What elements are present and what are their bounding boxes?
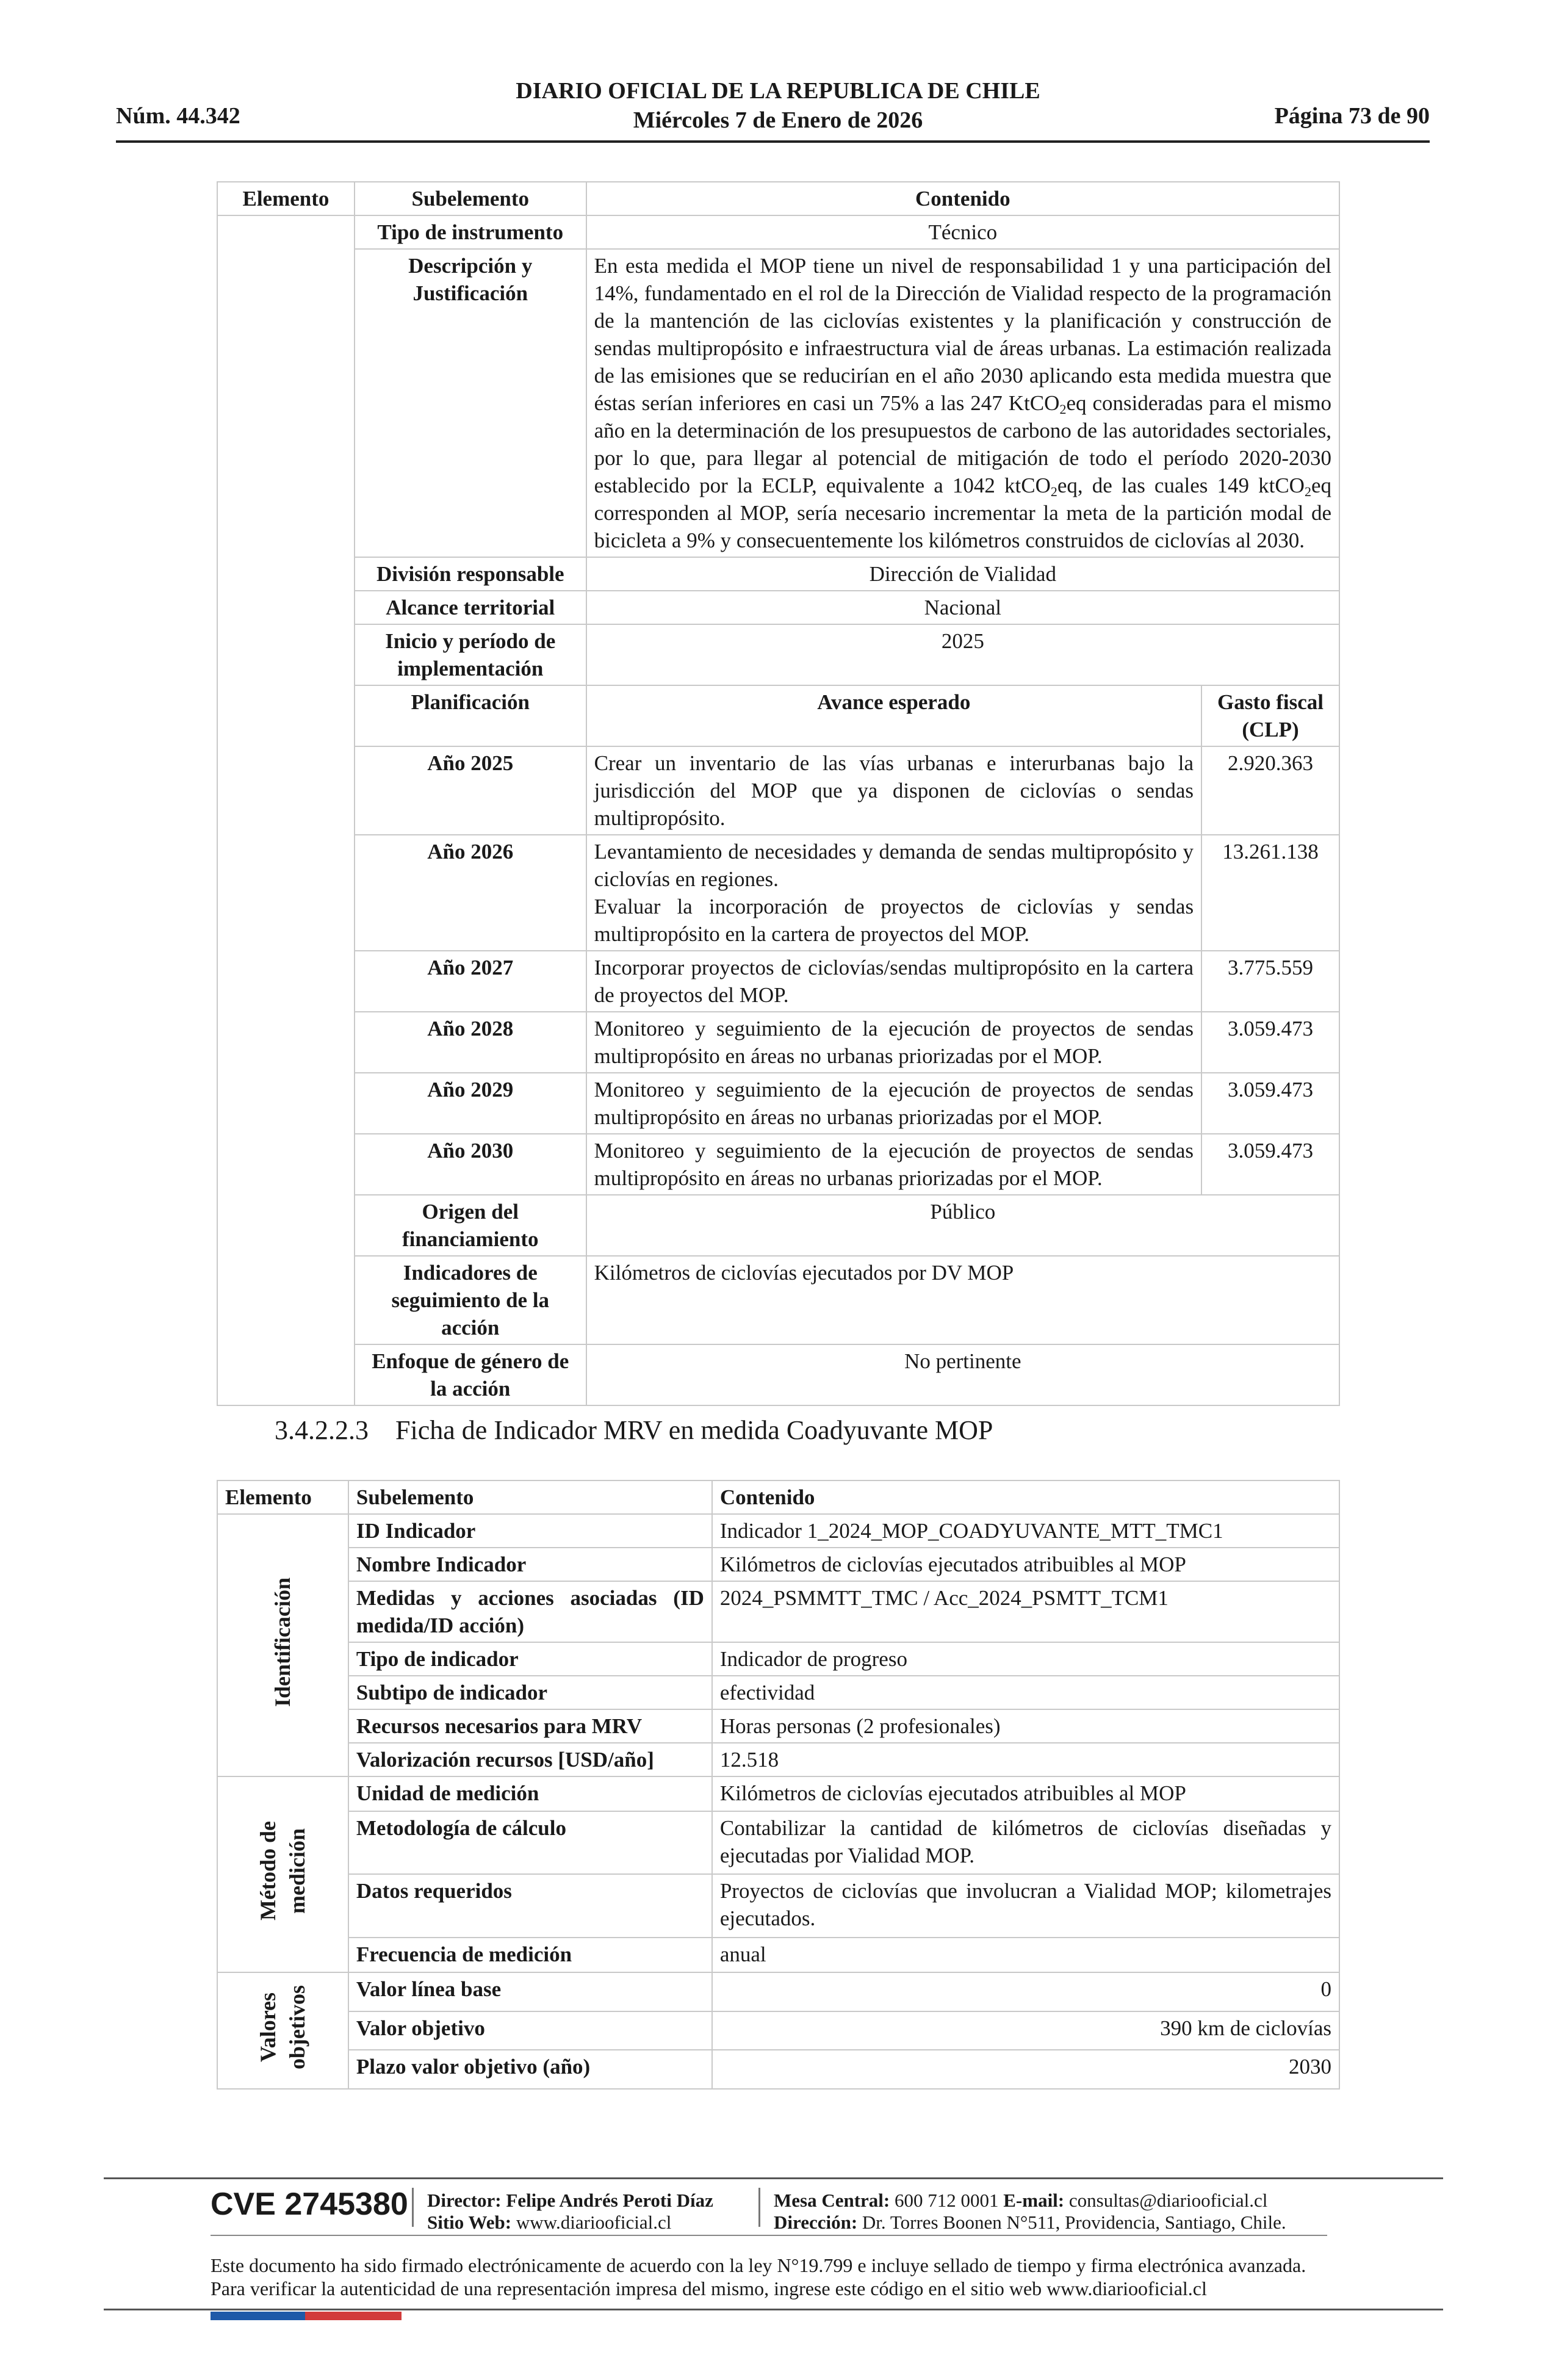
row-value: Indicador 1_2024_MOP_COADYUVANTE_MTT_TMC1 (712, 1514, 1339, 1548)
email-link[interactable]: consultas@diariooficial.cl (1068, 2190, 1268, 2211)
fiscal-amount: 3.059.473 (1201, 1134, 1339, 1195)
row-label: Plazo valor objetivo (año) (348, 2050, 712, 2089)
row-label: ID Indicador (348, 1514, 712, 1548)
row-label: Subtipo de indicador (348, 1676, 712, 1709)
footer-director-block: Director: Felipe Andrés Peroti Díaz Sitio Web: www.diariooficial.cl (427, 2190, 713, 2233)
row-label: Valor línea base (348, 1972, 712, 2011)
row-label: Frecuencia de medición (348, 1938, 712, 1972)
year-label: Año 2029 (355, 1073, 586, 1134)
row-label: Datos requeridos (348, 1874, 712, 1938)
row-value: Proyectos de ciclovías que involucran a Vialidad MOP; kilometrajes ejecutados. (712, 1874, 1339, 1938)
issue-date: Miércoles 7 de Enero de 2026 (633, 107, 923, 133)
expected-progress: Crear un inventario de las vías urbanas e interurbanas bajo la jurisdicción del MOP que ya disponen de ciclovías o sendas multipropósito. (586, 746, 1201, 835)
row-label: Origen del financiamiento (355, 1195, 586, 1256)
table-row (217, 557, 1339, 591)
table-row (217, 1581, 1339, 1642)
row-label: Metodología de cálculo (348, 1811, 712, 1875)
column-header: Gasto fiscal (CLP) (1201, 685, 1339, 746)
table-row (217, 1514, 1339, 1548)
row-value: Kilómetros de ciclovías ejecutados atribuibles al MOP (712, 1548, 1339, 1581)
description-text: En esta medida el MOP tiene un nivel de responsabilidad 1 y una participación del 14%, fundamentado en el rol de la Dirección de Vialidad respecto de la programación de la mantención de las ciclovías existentes y la planificación y construcción de sendas multipropósito e infraestructura vial de áreas urbanas. La estimación realizada de las emisiones que se reducirían en el año 2030 aplicando esta medida muestra que éstas serían inferiores en casi un 75% a las 247 KtCO$_2$eq consideradas para el mismo año en la determinación de los presupuestos de carbono de las autoridades sectoriales, por lo que, para llegar al potencial de mitigación de todo el período 2020-2030 establecido por la ECLP, equivalente a 1042 ktCO$_2$eq, de las cuales 149 ktCO$_2$eq corresponden al MOP, sería necesario incrementar la meta de la partición modal de bicicleta a 9% y consecuentemente los kilómetros construidos de ciclovías al 2030. (586, 249, 1339, 557)
footer-divider (104, 2177, 1443, 2179)
row-label: Nombre Indicador (348, 1548, 712, 1581)
row-value: 12.518 (712, 1743, 1339, 1776)
header-divider (116, 140, 1430, 143)
row-label: Alcance territorial (355, 591, 586, 624)
planning-row (217, 835, 1339, 951)
year-label: Año 2030 (355, 1134, 586, 1195)
row-value: 390 km de ciclovías (712, 2011, 1339, 2050)
row-value: Nacional (586, 591, 1339, 624)
footer-divider (211, 2235, 1327, 2236)
row-value: Kilómetros de ciclovías ejecutados por DV MOP (586, 1256, 1339, 1344)
fiscal-amount: 3.059.473 (1201, 1012, 1339, 1073)
row-label: Descripción y Justificación (355, 249, 586, 557)
table-row (217, 1874, 1339, 1938)
column-header: Contenido (586, 182, 1339, 215)
issue-number: Núm. 44.342 (116, 103, 240, 129)
table-row (217, 1195, 1339, 1256)
row-label: Planificación (355, 685, 586, 746)
planning-row (217, 1073, 1339, 1134)
planning-header-row (217, 685, 1339, 746)
expected-progress: Levantamiento de necesidades y demanda de sendas multipropósito y ciclovías en regiones. Evaluar la incorporación de proyectos de ciclovías y sendas multipropósito en la cartera de proyectos del MOP. (586, 835, 1201, 951)
row-label: Valorización recursos [USD/año] (348, 1743, 712, 1776)
column-header: Elemento (217, 1480, 348, 1514)
row-value: 2024_PSMMTT_TMC / Acc_2024_PSMTT_TCM1 (712, 1581, 1339, 1642)
row-label: Inicio y período de implementación (355, 624, 586, 685)
row-value: Indicador de progreso (712, 1642, 1339, 1676)
table-row (217, 591, 1339, 624)
row-value: Kilómetros de ciclovías ejecutados atribuibles al MOP (712, 1776, 1339, 1811)
column-header: Elemento (217, 182, 355, 215)
column-header: Contenido (712, 1480, 1339, 1514)
flag-bar-blue (211, 2312, 305, 2320)
footer-contact-block: Mesa Central: 600 712 0001 E-mail: consultas@diariooficial.cl Dirección: Dr. Torres Boonen N°511, Providencia, Santiago, Chile. (774, 2190, 1286, 2233)
planning-row (217, 1134, 1339, 1195)
row-value: 2030 (712, 2050, 1339, 2089)
table-header-row (217, 182, 1339, 215)
table-row (217, 1776, 1339, 1811)
table-row (217, 215, 1339, 249)
newspaper-title: DIARIO OFICIAL DE LA REPUBLICA DE CHILE (516, 78, 1040, 104)
table-row (217, 1676, 1339, 1709)
table-row (217, 1256, 1339, 1344)
row-value: Contabilizar la cantidad de kilómetros de ciclovías diseñadas y ejecutadas por Vialidad MOP. (712, 1811, 1339, 1875)
table-row (217, 1344, 1339, 1405)
fiscal-amount: 3.775.559 (1201, 951, 1339, 1012)
website-link[interactable]: www.diariooficial.cl (516, 2212, 672, 2233)
table-row (217, 2011, 1339, 2050)
flag-bar-red (305, 2312, 402, 2320)
row-value: 0 (712, 1972, 1339, 2011)
table-row (217, 1548, 1339, 1581)
measure-table (217, 181, 1340, 1406)
footer-separator (758, 2188, 760, 2227)
table-header-row (217, 1480, 1339, 1514)
expected-progress: Monitoreo y seguimiento de la ejecución de proyectos de sendas multipropósito en áreas no urbanas priorizadas por el MOP. (586, 1012, 1201, 1073)
row-label: Unidad de medición (348, 1776, 712, 1811)
row-label: Tipo de instrumento (355, 215, 586, 249)
table-row (217, 1743, 1339, 1776)
expected-progress: Monitoreo y seguimiento de la ejecución de proyectos de sendas multipropósito en áreas no urbanas priorizadas por el MOP. (586, 1134, 1201, 1195)
fiscal-amount: 2.920.363 (1201, 746, 1339, 835)
director-name: Felipe Andrés Peroti Díaz (506, 2190, 713, 2211)
table-row (217, 1709, 1339, 1743)
row-label: Recursos necesarios para MRV (348, 1709, 712, 1743)
page-number: Página 73 de 90 (1274, 103, 1430, 129)
row-label: Valor objetivo (348, 2011, 712, 2050)
fiscal-amount: 3.059.473 (1201, 1073, 1339, 1134)
row-label: Medidas y acciones asociadas (ID medida/ID acción) (348, 1581, 712, 1642)
row-value: No pertinente (586, 1344, 1339, 1405)
row-value: 2025 (586, 624, 1339, 685)
row-label: Enfoque de género de la acción (355, 1344, 586, 1405)
table-row (217, 2050, 1339, 2089)
group-metodo: Método de medición (217, 1776, 348, 1972)
expected-progress: Monitoreo y seguimiento de la ejecución de proyectos de sendas multipropósito en áreas no urbanas priorizadas por el MOP. (586, 1073, 1201, 1134)
row-label: División responsable (355, 557, 586, 591)
signature-note: Este documento ha sido firmado electrónicamente de acuerdo con la ley N°19.799 e incluye sellado de tiempo y firma electrónica avanzada. Para verificar la autenticidad de una representación impresa del mismo, ingrese este código en el sitio web www.diariooficial.cl (211, 2254, 1306, 2299)
fiscal-amount: 13.261.138 (1201, 835, 1339, 951)
row-label: Indicadores de seguimiento de la acción (355, 1256, 586, 1344)
row-label: Tipo de indicador (348, 1642, 712, 1676)
footer-divider (104, 2309, 1443, 2310)
expected-progress: Incorporar proyectos de ciclovías/sendas multipropósito en la cartera de proyectos del MOP. (586, 951, 1201, 1012)
row-value: Horas personas (2 profesionales) (712, 1709, 1339, 1743)
indicator-table (217, 1480, 1340, 2090)
table-row (217, 1811, 1339, 1875)
row-value: efectividad (712, 1676, 1339, 1709)
cve-code: CVE 2745380 (211, 2187, 408, 2222)
column-header: Avance esperado (586, 685, 1201, 746)
planning-row (217, 951, 1339, 1012)
year-label: Año 2028 (355, 1012, 586, 1073)
row-value: Dirección de Vialidad (586, 557, 1339, 591)
row-value: Público (586, 1195, 1339, 1256)
column-header: Subelemento (348, 1480, 712, 1514)
element-cell (217, 215, 355, 1405)
year-label: Año 2026 (355, 835, 586, 951)
row-value: Técnico (586, 215, 1339, 249)
table-row (217, 1972, 1339, 2011)
table-row (217, 249, 1339, 557)
column-header: Subelemento (355, 182, 586, 215)
table-row (217, 1642, 1339, 1676)
group-valores: Valores objetivos (217, 1972, 348, 2089)
footer-separator (412, 2188, 414, 2227)
table-row (217, 624, 1339, 685)
planning-row (217, 1012, 1339, 1073)
section-title: 3.4.2.2.3 Ficha de Indicador MRV en medida Coadyuvante MOP (275, 1415, 993, 1445)
year-label: Año 2025 (355, 746, 586, 835)
planning-row (217, 746, 1339, 835)
row-value: anual (712, 1938, 1339, 1972)
table-row (217, 1938, 1339, 1972)
group-identificacion: Identificación (217, 1514, 348, 1776)
year-label: Año 2027 (355, 951, 586, 1012)
